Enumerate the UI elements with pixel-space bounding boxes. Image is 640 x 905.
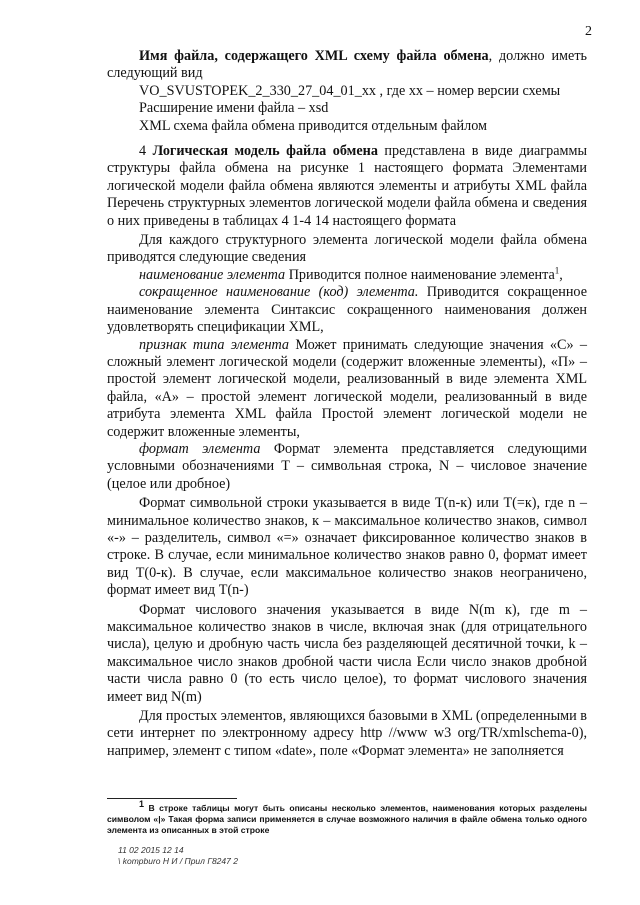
footnote-ref: 1: [554, 265, 560, 276]
item-element-type: [107, 337, 587, 441]
item-element-type-text: Может принимать следующие значения «С» – сложный элемент логической модели (содержит вложенные элементы), «П» – простой элемент логической модели, реализованный в виде элемента XML файла, «А» – простой элемент логической модели, реализованный в виде атрибута элемента XML файла Простой элемент логической модели не содержит вложенные элементы,: [107, 336, 587, 440]
item-element-format-text: Формат элемента представляется следующими условными обозначениями T – символьная строка, N – числовое значение (целое или дробное): [107, 440, 587, 492]
item-element-format: [107, 441, 587, 493]
element-info-intro: Для каждого структурного элемента логической модели файла обмена приводятся следующие сведения: [107, 232, 587, 266]
item-element-name: [107, 267, 587, 284]
schema-filename-tail: , должно иметь следующий вид: [107, 48, 587, 82]
item-element-type-term: признак типа элемента: [139, 336, 290, 353]
footnote-divider: [107, 798, 237, 799]
stamp-date: 11 02 2015 12 14: [118, 845, 184, 855]
stamp-author: \ kompburo Н И / Прил Г8247 2: [118, 856, 238, 866]
item-short-name: [107, 284, 587, 336]
footnote: [107, 799, 587, 836]
schema-filename-paragraph: [107, 48, 587, 83]
item-element-name-text: Приводится полное наименование элемента: [285, 266, 555, 283]
file-extension-line: Расширение имени файла – xsd: [139, 100, 329, 117]
section-4-paragraph: [107, 143, 587, 230]
page-number: 2: [585, 24, 592, 39]
schema-filename-lead: Имя файла, содержащего XML схему файла обмена: [139, 48, 489, 64]
schema-separate-file-line: XML схема файла обмена приводится отдельным файлом: [139, 117, 488, 134]
string-format-paragraph: Формат символьной строки указывается в виде T(n-к) или T(=к), где n – минимальное количество знаков, к – максимальное количество знаков, символ «-» – разделитель, символ «=» означает фиксированное количество знаков в строке. В случае, если минимальное количество знаков равно 0, формат имеет вид T(0-к). В случае, если максимальное количество знаков неограничено, формат имеет вид T(n-): [107, 495, 587, 599]
footnote-mark: 1: [139, 799, 145, 810]
item-element-name-end: ,: [559, 266, 563, 283]
item-short-name-text: Приводится сокращенное наименование элемента Синтаксис сокращенного наименования должен удовлетворять спецификации XML,: [107, 284, 587, 336]
number-format-paragraph: Формат числового значения указывается в виде N(m к), где m – максимальное количество знаков в числе, включая знак (для отрицательного числа), целую и дробную часть числа без разделяющей десятичной точки, k – максимальное число знаков дробной части числа Если число знаков дробной части числа равно 0 (то есть число целое), то формат числового значения имеет вид N(m): [107, 601, 587, 705]
item-element-name-term: наименование элемента: [139, 266, 286, 283]
section-4-text: представлена в виде диаграммы структуры файла обмена на рисунке 1 настоящего формата Элементами логической модели файла обмена являются элементы и атрибуты XML файла Перечень структурных элементов логической модели файла обмена и сведения о них приведены в таблицах 4 1-4 14 настоящего формата: [107, 143, 588, 229]
footnote-text: В строке таблицы могут быть описаны несколько элементов, наименования которых разделены символом «|» Такая форма записи применяется в случае возможного наличия в файле обмена только одного элемента из описанных в этой строке: [107, 803, 587, 835]
schema-filename-value: VO_SVUSTOPEK_2_330_27_04_01_xx , где xx – номер версии схемы: [139, 82, 561, 99]
item-short-name-term: сокращенное наименование (код) элемента.: [139, 284, 419, 301]
section-4-number: 4: [139, 143, 147, 160]
print-stamp: [118, 845, 238, 867]
item-element-format-term: формат элемента: [139, 440, 261, 457]
document-body: [107, 48, 587, 760]
simple-elements-paragraph: Для простых элементов, являющихся базовыми в XML (определенными в сети интернет по электронному адресу http //www w3 org/TR/xmlschema-0), например, элемент с типом «date», поле «Формат элемента» не заполняется: [107, 708, 587, 759]
section-4-title: Логическая модель файла обмена: [152, 143, 378, 160]
